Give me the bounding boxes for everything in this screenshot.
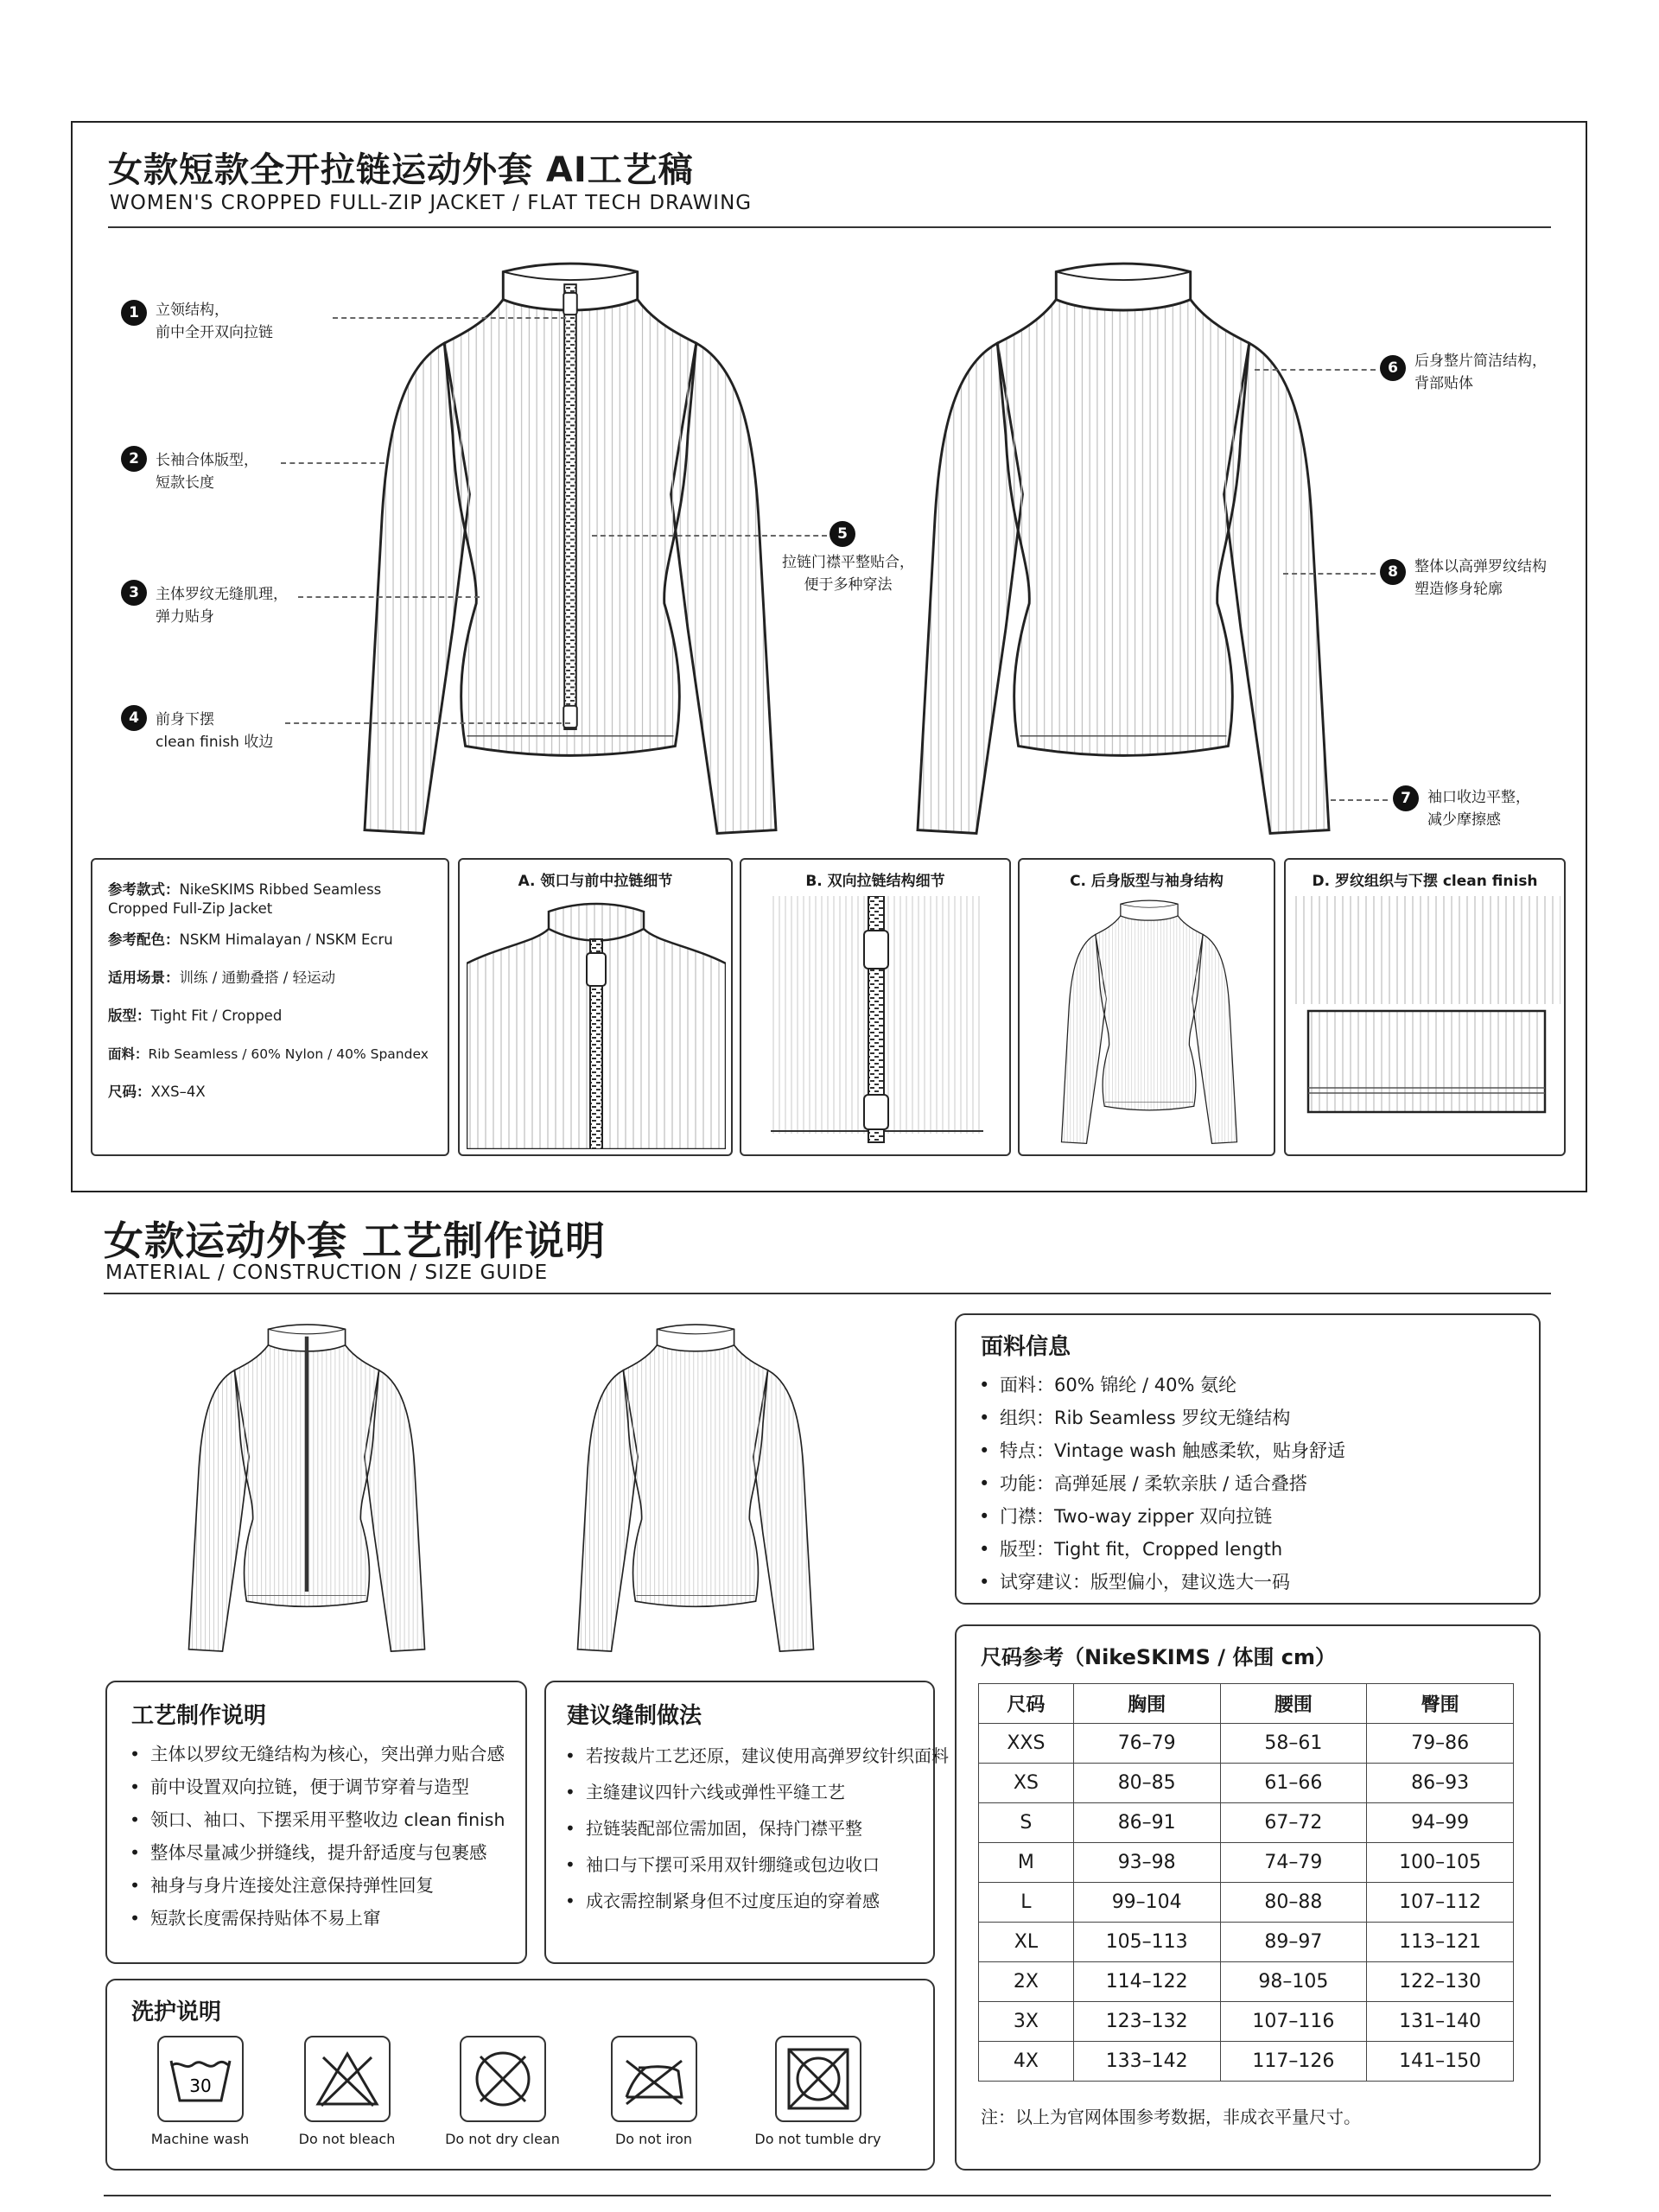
spec-panel: [91, 858, 449, 1156]
care-title: 洗护说明: [131, 1999, 222, 2025]
list-item: • 面料：60% 锦纶 / 40% 氨纶: [976, 1369, 1345, 1402]
table-cell: XS: [979, 1764, 1074, 1803]
table-cell: 86–93: [1367, 1764, 1514, 1803]
table-cell: 86–91: [1073, 1803, 1220, 1843]
sheet1-rule: [108, 226, 1551, 228]
table-cell: 107–112: [1367, 1883, 1514, 1923]
callout-7-text: 袖口收边平整， 减少摩擦感: [1427, 789, 1530, 829]
detail-panel-b: [740, 858, 1011, 1156]
table-cell: 3X: [979, 2002, 1074, 2042]
back-flat-drawing: [899, 259, 1348, 847]
size-guide-title: 尺码参考（NikeSKIMS / 体围 cm）: [981, 1645, 1336, 1669]
table-cell: M: [979, 1843, 1074, 1883]
list-item: • 组织：Rib Seamless 罗纹无缝结构: [976, 1402, 1345, 1434]
collar-zip-detail-drawing: [467, 894, 726, 1149]
bottom-rule: [104, 2195, 1551, 2196]
table-row: [979, 1962, 1514, 2002]
list-item: • 若按裁片工艺还原，建议使用高弹罗纹针织面料: [562, 1738, 949, 1774]
detail-b-title: B. 双向拉链结构细节: [805, 873, 945, 890]
callout-6-text: 后身整片简洁结构， 背部贴体: [1414, 353, 1547, 392]
table-row: [979, 2042, 1514, 2082]
callout-2-text: 长袖合体版型， 短款长度: [156, 452, 258, 492]
table-row: [979, 1883, 1514, 1923]
table-cell: 133–142: [1073, 2042, 1220, 2082]
sheet1-subtitle: WOMEN'S CROPPED FULL-ZIP JACKET / FLAT TECH DRAWING: [110, 192, 753, 214]
craft-title: 工艺制作说明: [131, 1703, 267, 1729]
spec-color: 参考配色：NSKM Himalayan / NSKM Ecru: [108, 931, 393, 948]
table-cell: XXS: [979, 1724, 1074, 1764]
back-sketch: [566, 1322, 825, 1659]
callout-8-leader: [1283, 573, 1376, 575]
list-item: • 领口、袖口、下摆采用平整收边 clean finish: [126, 1803, 505, 1836]
table-cell: 58–61: [1220, 1724, 1367, 1764]
table-cell: 2X: [979, 1962, 1074, 2002]
callout-4-number: 4: [121, 705, 147, 731]
table-cell: 76–79: [1073, 1724, 1220, 1764]
care-label: Do not iron: [614, 2131, 693, 2147]
table-row: [979, 1764, 1514, 1803]
list-item: • 成衣需控制紧身但不过度压迫的穿着感: [562, 1883, 949, 1919]
table-cell: L: [979, 1883, 1074, 1923]
callout-7-leader: [1331, 799, 1388, 801]
list-item: • 主缝建议四针六线或弹性平缝工艺: [562, 1774, 949, 1810]
list-item: • 袖口与下摆可采用双针绷缝或包边收口: [562, 1847, 949, 1883]
callout-1-number: 1: [121, 300, 147, 326]
callout-5-leader: [592, 535, 827, 537]
detail-d-title: D. 罗纹组织与下摆 clean finish: [1312, 873, 1538, 890]
table-cell: 113–121: [1367, 1923, 1514, 1962]
svg-text:30: 30: [188, 2075, 212, 2096]
size-guide-box: [955, 1624, 1541, 2171]
list-item: • 袖身与身片连接处注意保持弹性回复: [126, 1869, 505, 1902]
table-cell: 99–104: [1073, 1883, 1220, 1923]
table-cell: 67–72: [1220, 1803, 1367, 1843]
fabric-info-title: 面料信息: [981, 1334, 1071, 1360]
care-no-dry-clean: [431, 2036, 574, 2147]
front-flat-drawing: [346, 259, 795, 847]
table-cell: 79–86: [1367, 1724, 1514, 1764]
size-note: 注：以上为官网体围参考数据，非成衣平量尺寸。: [981, 2107, 1361, 2127]
table-cell: 105–113: [1073, 1923, 1220, 1962]
callout-2-number: 2: [121, 446, 147, 472]
spec-size: 尺码：XXS–4X: [108, 1084, 206, 1100]
table-cell: 107–116: [1220, 2002, 1367, 2042]
sewing-box: [544, 1681, 949, 1964]
column-header: 胸围: [1073, 1684, 1220, 1724]
list-item: • 版型：Tight fit，Cropped length: [976, 1533, 1345, 1566]
detail-panel-d: [1284, 858, 1566, 1156]
list-item: • 功能：高弹延展 / 柔软亲肤 / 适合叠搭: [976, 1467, 1345, 1500]
table-cell: 61–66: [1220, 1764, 1367, 1803]
table-row: [979, 1843, 1514, 1883]
list-item: • 整体尽量减少拼缝线，提升舒适度与包裹感: [126, 1836, 505, 1869]
sewing-list: [562, 1738, 949, 1919]
list-item: • 特点：Vintage wash 触感柔软，贴身舒适: [976, 1434, 1345, 1467]
column-header: 臀围: [1367, 1684, 1514, 1724]
front-sketch: [177, 1322, 436, 1659]
craft-box: [105, 1681, 527, 1964]
detail-panel-c: [1018, 858, 1275, 1156]
callout-1-leader: [333, 317, 566, 319]
sheet2-subtitle: MATERIAL / CONSTRUCTION / SIZE GUIDE: [105, 1262, 549, 1284]
list-item: • 短款长度需保持贴体不易上窜: [126, 1902, 505, 1935]
table-cell: 114–122: [1073, 1962, 1220, 2002]
two-way-zipper-detail-drawing: [771, 896, 983, 1147]
callout-6-number: 6: [1380, 355, 1406, 381]
callout-1-text: 立领结构， 前中全开双向拉链: [156, 302, 273, 341]
spec-fabric: 面料：Rib Seamless / 60% Nylon / 40% Spandex: [108, 1046, 429, 1062]
table-cell: 80–85: [1073, 1764, 1220, 1803]
table-cell: 93–98: [1073, 1843, 1220, 1883]
care-label: Do not dry clean: [445, 2131, 560, 2147]
table-row: [979, 2002, 1514, 2042]
sheet2-title: 女款运动外套 工艺制作说明: [104, 1217, 607, 1264]
care-label: Do not tumble dry: [754, 2131, 881, 2147]
care-no-iron: [595, 2036, 712, 2147]
table-cell: 89–97: [1220, 1923, 1367, 1962]
callout-8-text: 整体以高弹罗纹结构 塑造修身轮廓: [1414, 558, 1547, 598]
detail-panel-a: [458, 858, 733, 1156]
care-box: [105, 1979, 935, 2171]
do-not-tumble-dry-icon: [784, 2044, 853, 2113]
spec-fit: 版型：Tight Fit / Cropped: [108, 1007, 283, 1024]
rib-hem-detail-drawing: [1293, 896, 1560, 1152]
callout-3-leader: [298, 596, 480, 598]
table-cell: S: [979, 1803, 1074, 1843]
spec-style: 参考款式：NikeSKIMS Ribbed Seamless Cropped Full-Zip Jacket: [108, 881, 382, 917]
craft-list: [126, 1738, 505, 1935]
care-no-bleach: [289, 2036, 405, 2147]
do-not-dry-clean-icon: [468, 2044, 537, 2113]
table-cell: 80–88: [1220, 1883, 1367, 1923]
care-machine-wash: [142, 2036, 258, 2147]
list-item: • 试穿建议：版型偏小，建议选大一码: [976, 1566, 1345, 1599]
table-cell: 94–99: [1367, 1803, 1514, 1843]
machine-wash-30-icon: [166, 2049, 235, 2109]
table-cell: 117–126: [1220, 2042, 1367, 2082]
table-cell: 4X: [979, 2042, 1074, 2082]
callout-4-leader: [285, 722, 570, 724]
do-not-iron-icon: [620, 2049, 689, 2109]
sheet1-title: 女款短款全开拉链运动外套 AI工艺稿: [108, 150, 694, 190]
table-cell: 131–140: [1367, 2002, 1514, 2042]
table-cell: 74–79: [1220, 1843, 1367, 1883]
callout-7-number: 7: [1393, 785, 1419, 811]
spec-scene: 适用场景：训练 / 通勤叠搭 / 轻运动: [108, 969, 336, 986]
list-item: • 门襟：Two-way zipper 双向拉链: [976, 1500, 1345, 1533]
sheet2-rule: [104, 1293, 1551, 1294]
list-item: • 前中设置双向拉链，便于调节穿着与造型: [126, 1770, 505, 1803]
table-cell: XL: [979, 1923, 1074, 1962]
list-item: • 主体以罗纹无缝结构为核心，突出弹力贴合感: [126, 1738, 505, 1770]
care-label: Machine wash: [150, 2131, 250, 2147]
do-not-bleach-icon: [313, 2049, 382, 2109]
callout-4-text: 前身下摆 clean finish 收边: [156, 711, 274, 751]
table-row: [979, 1724, 1514, 1764]
list-item: • 拉链装配部位需加固，保持门襟平整: [562, 1810, 949, 1847]
size-table: [978, 1683, 1514, 2082]
callout-2-leader: [281, 462, 385, 464]
size-table-header: [979, 1684, 1514, 1724]
fabric-info-box: [955, 1313, 1541, 1605]
care-label: Do not bleach: [298, 2131, 396, 2147]
care-no-tumble-dry: [742, 2036, 893, 2147]
callout-6-leader: [1255, 369, 1376, 371]
detail-a-title: A. 领口与前中拉链细节: [518, 873, 673, 890]
callout-5-text: 拉链门襟平整贴合， 便于多种穿法: [782, 554, 914, 594]
detail-c-title: C. 后身版型与袖身结构: [1070, 873, 1224, 890]
table-cell: 122–130: [1367, 1962, 1514, 2002]
callout-8-number: 8: [1380, 559, 1406, 585]
callout-5-number: 5: [830, 521, 855, 547]
fabric-info-list: [976, 1369, 1345, 1599]
sewing-title: 建议缝制做法: [567, 1703, 702, 1729]
table-row: [979, 1803, 1514, 1843]
callout-3-text: 主体罗纹无缝肌理， 弹力贴身: [156, 586, 288, 626]
table-row: [979, 1923, 1514, 1962]
back-sleeve-detail-drawing: [1046, 899, 1253, 1149]
table-cell: 98–105: [1220, 1962, 1367, 2002]
table-cell: 123–132: [1073, 2002, 1220, 2042]
column-header: 腰围: [1220, 1684, 1367, 1724]
table-cell: 100–105: [1367, 1843, 1514, 1883]
callout-3-number: 3: [121, 580, 147, 606]
column-header: 尺码: [979, 1684, 1074, 1724]
table-cell: 141–150: [1367, 2042, 1514, 2082]
